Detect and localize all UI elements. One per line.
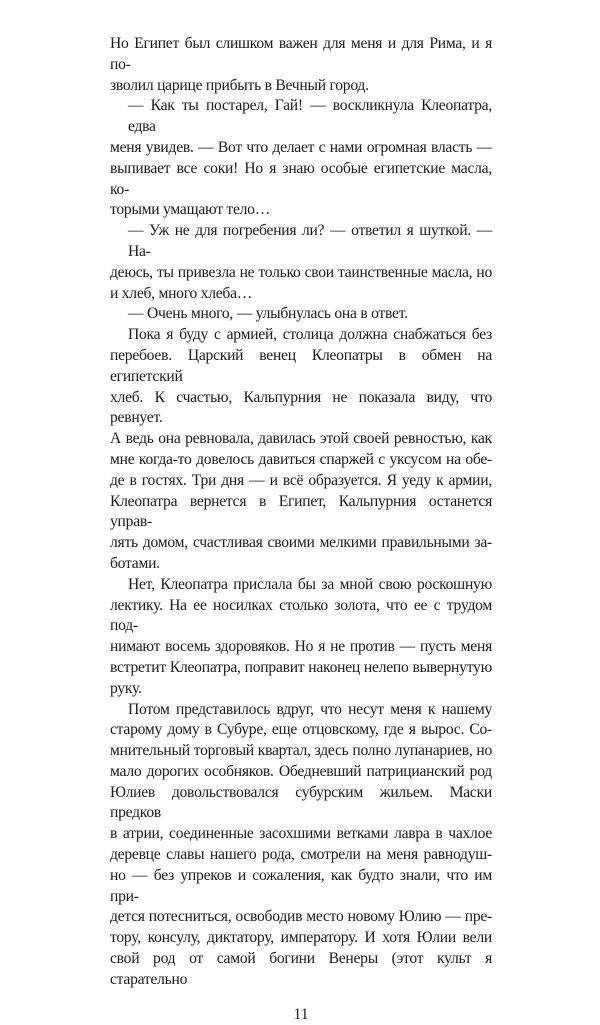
text-line: де в гостях. Три дня — и всё образуется. Я уеду к армии, bbox=[110, 471, 492, 489]
page-body bbox=[110, 34, 492, 991]
text-line: лять домом, счастливая своими мелкими правильными за- bbox=[110, 534, 492, 552]
text-line: мало дорогих особняков. Обедневший патрицианский род bbox=[110, 762, 492, 780]
text-line: торыми умащают тело… bbox=[110, 201, 271, 219]
text-line: мнительный торговый квартал, здесь полно лупанариев, но bbox=[110, 742, 492, 760]
page-wrapper bbox=[110, 34, 492, 1025]
text-line: А ведь она ревновала, давилась этой своей ревностью, как bbox=[110, 430, 492, 448]
text-line: зволил царице прибыть в Вечный город. bbox=[110, 76, 369, 94]
text-line: хлеб. К счастью, Кальпурния не показала виду, что ревнует. bbox=[110, 388, 492, 427]
text-line: Нет, Клеопатра прислала бы за мной свою роскошную bbox=[128, 575, 492, 593]
text-line: Пока я буду с армией, столица должна снабжаться без bbox=[128, 326, 492, 344]
text-line: — Очень много, — улыбнулась она в ответ. bbox=[128, 305, 408, 323]
text-line: деревце славы нашего рода, смотрели на меня равнодуш- bbox=[110, 846, 492, 864]
text-line: встретит Клеопатра, поправит наконец нелепо вывернутую bbox=[110, 658, 492, 676]
text-line: — Уж не для погребения ли? — ответил я шуткой. — На- bbox=[128, 222, 492, 260]
text-line: Но Египет был слишком важен для меня и для Рима, и я по- bbox=[110, 35, 492, 73]
text-line: свой род от самой богини Венеры (этот культ я старательно bbox=[110, 950, 492, 988]
text-line: Юлиев довольствовался субурским жильем. Маски предков bbox=[110, 783, 492, 822]
text-line: — Как ты постарел, Гай! — воскликнула Клеопатра, едва bbox=[128, 97, 492, 136]
text-line: деюсь, ты привезла не только свои таинственные масла, но bbox=[110, 263, 492, 281]
text-line: лектику. На ее носилках столько золота, что ее с трудом под- bbox=[110, 596, 492, 635]
text-line: перебоев. Царский венец Клеопатры в обмен на египетский bbox=[110, 346, 492, 385]
text-line: Клеопатра вернется в Египет, Кальпурния останется управ- bbox=[110, 492, 492, 531]
text-line: дется потесниться, освободив место новому Юлию — пре- bbox=[110, 908, 492, 926]
text-line: Потом представилось вдруг, что несут меня к нашему bbox=[128, 700, 492, 718]
page-number: 11 bbox=[293, 1005, 309, 1023]
text-line: и хлеб, много хлеба… bbox=[110, 284, 253, 302]
text-line: руку. bbox=[110, 679, 142, 697]
text-line: старому дому в Субуре, еще отцовскому, где я вырос. Со- bbox=[110, 721, 492, 739]
text-line: меня увидев. — Вот что делает с нами огромная власть — bbox=[110, 138, 492, 156]
text-line: мне когда-то довелось давиться спаржей с уксусом на обе- bbox=[110, 450, 492, 468]
text-line: ботами. bbox=[110, 554, 160, 572]
text-line: в атрии, соединенные засохшими ветками лавра в чахлое bbox=[110, 825, 492, 843]
text-line: выпивает все соки! Но я знаю особые египетские масла, ко- bbox=[110, 159, 492, 198]
text-line: тору, консулу, диктатору, императору. И хотя Юлии вели bbox=[110, 929, 492, 947]
text-line: но — без упреков и сожаления, как будто знали, что им при- bbox=[110, 866, 492, 905]
text-line: нимают восемь здоровяков. Но я не против — пусть меня bbox=[110, 638, 492, 656]
